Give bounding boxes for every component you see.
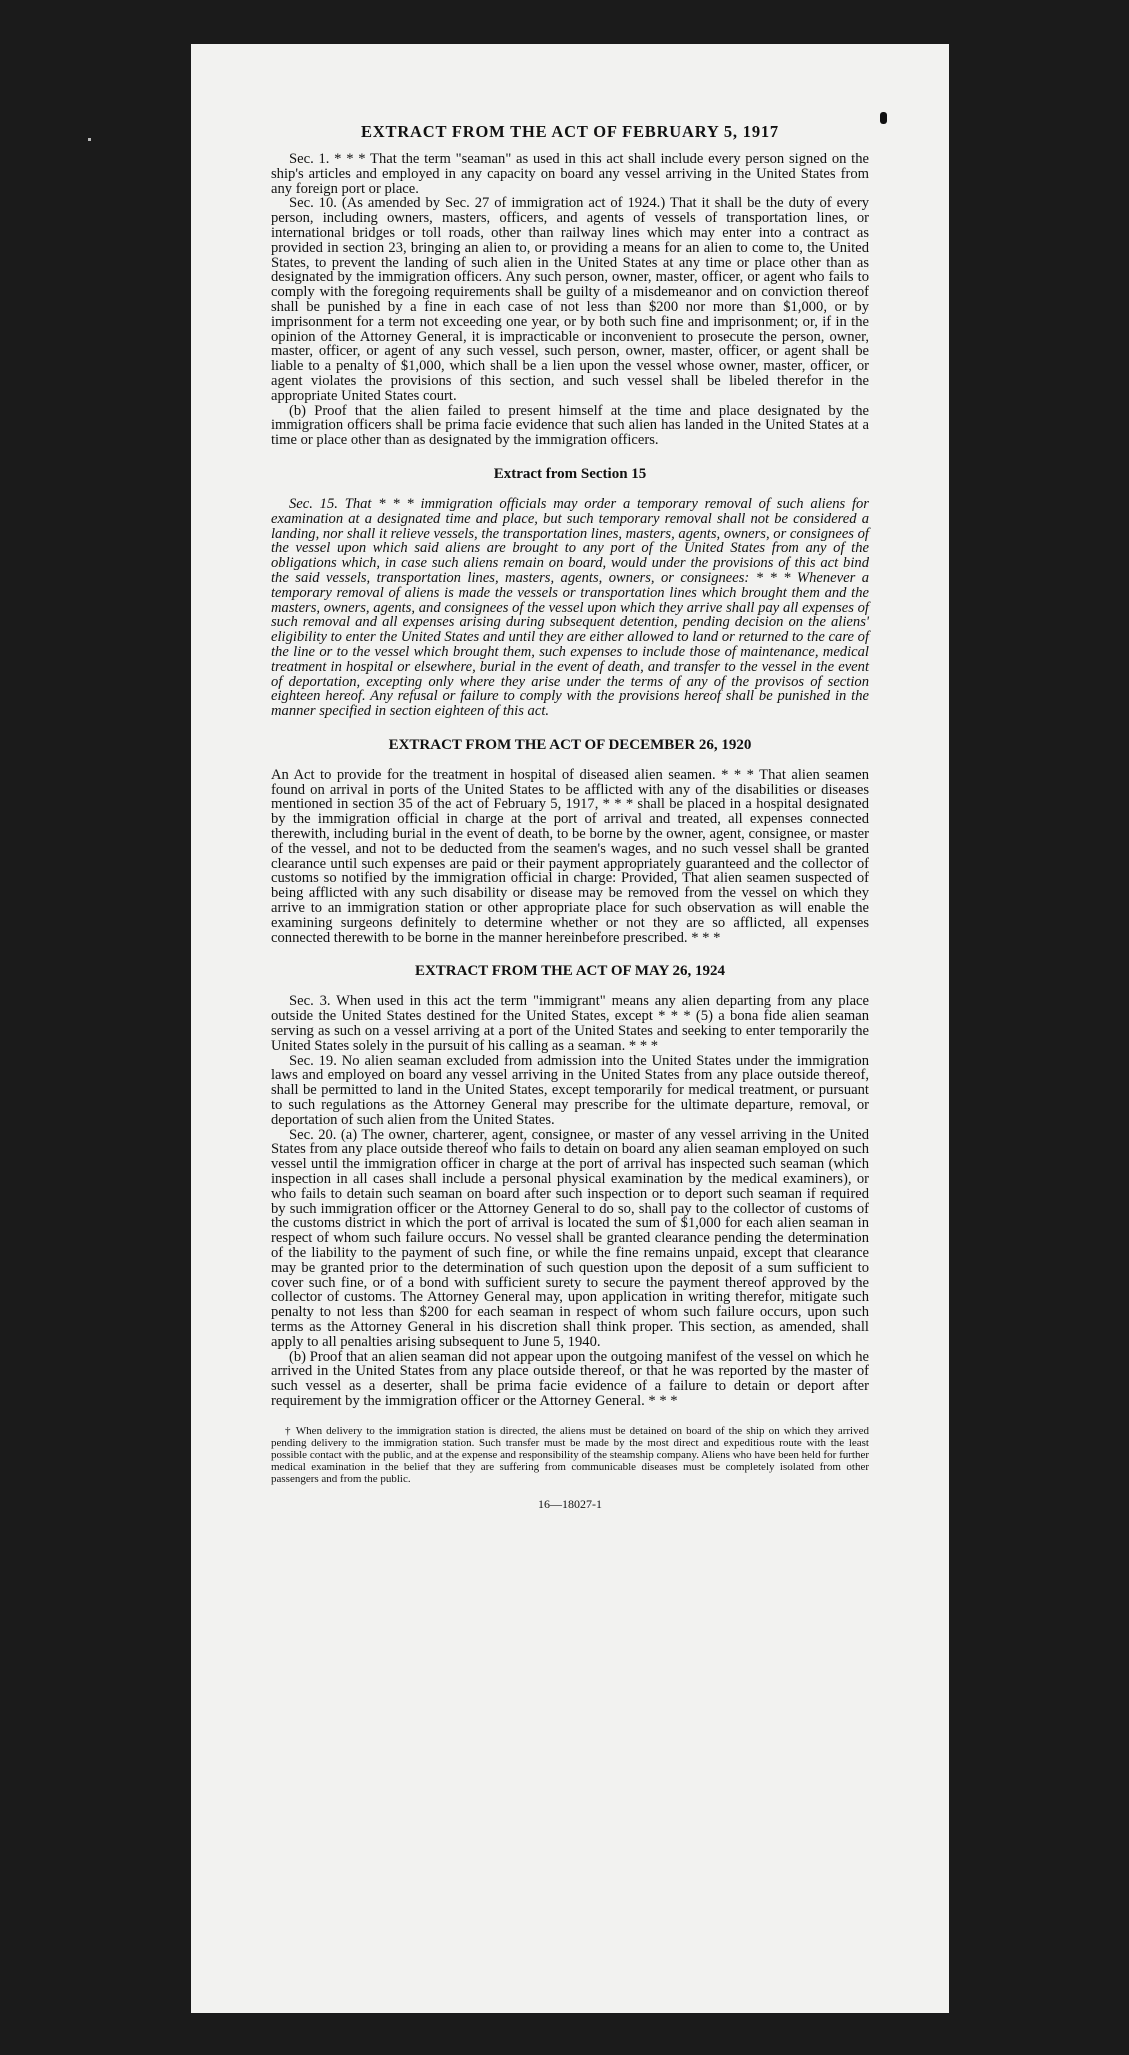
- scan-ink-mark: [880, 112, 887, 124]
- footnote: † When delivery to the immigration station is directed, the aliens must be detained on board of the ship on which they arrived pending delivery to the immigration station. Such transfer must be made by the most direct and expeditious route with the least possible contact with the public, and at the expense and responsibility of the steamship company. Aliens who have been held for further medical examination in the belief that they are suffering from communicable diseases must be completely isolated from other passengers and from the public.: [271, 1424, 869, 1485]
- heading-act-1920: EXTRACT FROM THE ACT OF DECEMBER 26, 1920: [388, 736, 752, 753]
- section-20b-text: (b) Proof that an alien seaman did not appear upon the outgoing manifest of the vessel on which he arrived in the United States from any place outside thereof, or that he was reported by the master of such vessel as a deserter, shall be prima facie evidence of a failure to detain or deport after requirement by the immigration officer or the Attorney General. * * *: [271, 1348, 869, 1409]
- section-10b-text: (b) Proof that the alien failed to present himself at the time and place designated by the immigration officers shall be prima facie evidence that such alien has landed in the United States at a time or place other than as designated by the immigration officers.: [271, 402, 869, 449]
- document-page: [191, 44, 949, 2013]
- form-number: 16—18027-1: [538, 1496, 602, 1511]
- heading-section-15: Extract from Section 15: [493, 465, 647, 482]
- section-19-text: Sec. 19. No alien seaman excluded from admission into the United States under the immigration laws and employed on board any vessel arriving in the United States from any place outside thereof, shall be permitted to land in the United States, except temporarily for medical treatment, or pursuant to such regulations as the Attorney General may prescribe for the ultimate departure, removal, or deportation of such alien from the United States.: [271, 1052, 869, 1128]
- section-10-text: Sec. 10. (As amended by Sec. 27 of immigration act of 1924.) That it shall be the duty of every person, including owners, masters, officers, and agents of vessels of transportation lines, or international bridges or toll roads, other than railway lines which may enter into a contract as provided in section 23, bringing an alien to, or providing a means for an alien to come to, the United States, to prevent the landing of such alien in the United States at any time or place other than as designated by the immigration officers. Any such person, owner, master, officer, or agent who fails to comply with the foregoing requirements shall be guilty of a misdemeanor and on conviction thereof shall be punished by a fine in each case of not less than $200 nor more than $1,000, or by imprisonment for a term not exceeding one year, or by both such fine and imprisonment; or, if in the opinion of the Attorney General, it is impracticable or inconvenient to prosecute the person, owner, master, officer, or agent of any such vessel, such person, owner, master, officer, or agent shall be liable to a penalty of $1,000, which shall be a lien upon the vessel whose owner, master, officer, or agent violates the provisions of this section, and such vessel shall be libeled therefor in the appropriate United States court.: [271, 195, 869, 404]
- heading-act-1917: EXTRACT FROM THE ACT OF FEBRUARY 5, 1917: [361, 122, 779, 141]
- heading-act-1924: EXTRACT FROM THE ACT OF MAY 26, 1924: [414, 963, 726, 980]
- section-15-text: Sec. 15. That * * * immigration officials may order a temporary removal of such aliens for examination at a designated time and place, but such temporary removal shall not be considered a landing, nor shall it relieve vessels, the transportation lines, masters, agents, owners, or consignees of the vessel upon which said aliens are brought to any port of the United States from any of the obligations which, in case such aliens remain on board, would under the provisions of this act bind the said vessels, transportation lines, masters, agents, owners, or consignees: * * * Whenever a temporary removal of aliens is made the vessels or transportation lines which brought them and the masters, owners, agents, and consignees of the vessel upon which they arrive shall pay all expenses of such removal and all expenses arising during subsequent detention, pending decision on the aliens' eligibility to enter the United States and until they are either allowed to land or returned to the care of the line or to the vessel which brought them, such expenses to include those of maintenance, medical treatment in hospital or elsewhere, burial in the event of death, and transfer to the vessel in the event of deportation, excepting only where they arise under the terms of any of the provisos of section eighteen hereof. Any refusal or failure to comply with the provisions hereof shall be punished in the manner specified in section eighteen of this act.: [271, 495, 869, 720]
- section-20a-text: Sec. 20. (a) The owner, charterer, agent, consignee, or master of any vessel arriving in the United States from any place outside thereof who fails to detain on board any alien seaman employed on such vessel until the immigration officer in charge at the port of arrival has inspected such seaman (which inspection in all cases shall include a personal physical examination by the medical examiners), or who fails to detain such seaman on board after such inspection or to deport such seaman if required by such immigration officer or the Attorney General to do so, shall pay to the collector of customs of the customs district in which the port of arrival is located the sum of $1,000 for each alien seaman in respect of whom such failure occurs. No vessel shall be granted clearance pending the determination of the liability to the payment of such fine, or while the fine remains unpaid, except that clearance may be granted prior to the determination of such question upon the deposit of a sum sufficient to cover such fine, or of a bond with sufficient surety to secure the payment thereof approved by the collector of customs. The Attorney General may, upon application in writing therefor, mitigate such penalty to not less than $200 for each seaman in respect of whom such failure occurs, upon such terms as the Attorney General in his discretion shall think proper. This section, as amended, shall apply to all penalties arising subsequent to June 5, 1940.: [271, 1126, 869, 1350]
- section-1-text: Sec. 1. * * * That the term "seaman" as used in this act shall include every person signed on the ship's articles and employed in any capacity on board any vessel arriving in the United States from any foreign port or place.: [271, 151, 869, 197]
- scan-speck: [88, 138, 91, 141]
- section-3-text: Sec. 3. When used in this act the term "immigrant" means any alien departing from any place outside the United States destined for the United States, except * * * (5) a bona fide alien seaman serving as such on a vessel arriving at a port of the United States and seeking to enter temporarily the United States solely in the pursuit of his calling as a seaman. * * *: [271, 993, 869, 1054]
- act-1920-text: An Act to provide for the treatment in hospital of diseased alien seamen. * * * That alien seamen found on arrival in ports of the United States to be afflicted with any of the disabilities or diseases mentioned in section 35 of the act of February 5, 1917, * * * shall be placed in a hospital designated by the immigration official in charge at the port of arrival and treated, all expenses connected therewith, including burial in the event of death, to be borne by the owner, agent, consignee, or master of the vessel, and not to be deducted from the seamen's wages, and no such vessel shall be granted clearance until such expenses are paid or their payment appropriately guaranteed and the collector of customs so notified by the immigration official in charge: Provided, That alien seamen suspected of being afflicted with any such disability or disease may be removed from the vessel on which they arrive to an immigration station or other appropriate place for such observation as will enable the examining surgeons definitely to determine whether or not they are so afflicted, all expenses connected therewith to be borne in the manner hereinbefore prescribed. * * *: [271, 766, 869, 946]
